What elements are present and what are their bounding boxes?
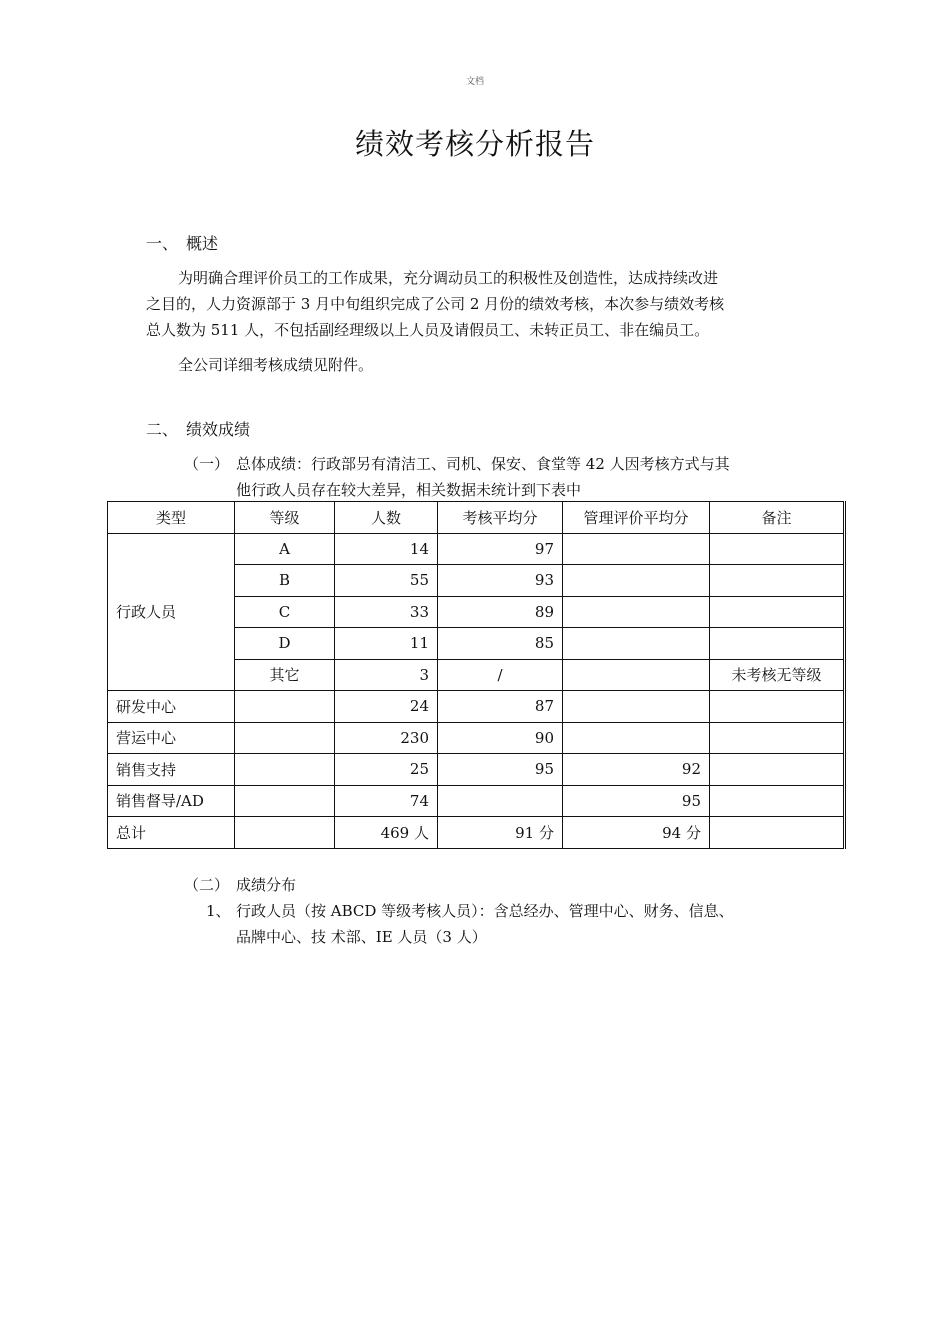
grade-cell [235,754,335,786]
avg-score-cell: 91 分 [438,817,563,849]
subsection-1-line-1: 总体成绩：行政部另有清洁工、司机、保安、食堂等 42 人因考核方式与其 [236,455,730,473]
table-header-row [108,502,845,534]
table-row [108,722,845,754]
count-cell: 469 人 [335,817,438,849]
avg-score-cell: 93 [438,565,563,597]
mgmt-score-cell [563,565,710,597]
note-cell [710,691,845,723]
paragraph-line: 总人数为 511 人，不包括副经理级以上人员及请假员工、未转正员工、非在编员工。 [146,321,710,339]
note-cell [710,533,845,565]
admin-group-cell: 行政人员 [108,533,235,691]
section-2-title: 绩效成绩 [186,420,251,439]
section-1-paragraph [146,265,786,343]
avg-score-cell: 97 [438,533,563,565]
note-cell [710,596,845,628]
note-cell: 未考核无等级 [710,659,845,691]
count-cell: 3 [335,659,438,691]
section-1-paragraph-2 [146,352,786,378]
type-cell: 销售督导/AD [108,785,235,817]
avg-score-cell: 87 [438,691,563,723]
count-cell: 24 [335,691,438,723]
count-cell: 11 [335,628,438,660]
type-cell: 研发中心 [108,691,235,723]
performance-table [107,501,846,849]
table-row [108,533,845,565]
header-label: 文档 [465,77,484,87]
mgmt-score-cell: 95 [563,785,710,817]
avg-score-cell [438,785,563,817]
column-header-note: 备注 [710,502,845,534]
grade-cell: B [235,565,335,597]
table-total-row [108,817,845,849]
note-cell [710,817,845,849]
count-cell: 74 [335,785,438,817]
note-cell [710,628,845,660]
grade-cell: A [235,533,335,565]
column-header-type: 类型 [108,502,235,534]
paragraph-text: 全公司详细考核成绩见附件。 [178,356,374,374]
avg-score-cell: 85 [438,628,563,660]
section-1-number: 一、 [146,234,179,253]
table-row [108,785,845,817]
list-item-1 [206,898,766,950]
list-item-1-line-1: 行政人员（按 ABCD 等级考核人员）：含总经办、管理中心、财务、信息、 [236,902,734,920]
subsection-2-heading [184,872,296,898]
avg-score-cell: 89 [438,596,563,628]
count-cell: 55 [335,565,438,597]
column-header-mgmt-score: 管理评价平均分 [563,502,710,534]
column-header-count: 人数 [335,502,438,534]
mgmt-score-cell: 94 分 [563,817,710,849]
mgmt-score-cell: 92 [563,754,710,786]
column-header-avg-score: 考核平均分 [438,502,563,534]
avg-score-cell: 95 [438,754,563,786]
section-2-number: 二、 [146,420,179,439]
grade-cell: D [235,628,335,660]
grade-cell: C [235,596,335,628]
avg-score-cell: / [438,659,563,691]
mgmt-score-cell [563,691,710,723]
count-cell: 25 [335,754,438,786]
document-title: 绩效考核分析报告 [354,127,595,161]
subsection-1 [184,451,730,503]
grade-cell [235,817,335,849]
note-cell [710,785,845,817]
note-cell [710,565,845,597]
count-cell: 14 [335,533,438,565]
mgmt-score-cell [563,533,710,565]
paragraph-line: 之目的，人力资源部于 3 月中旬组织完成了公司 2 月份的绩效考核，本次参与绩效考核 [146,295,725,313]
grade-cell [235,722,335,754]
list-item-1-line-2: 品牌中心、技 术部、IE 人员（3 人） [236,928,487,946]
avg-score-cell: 90 [438,722,563,754]
subsection-1-line-2: 他行政人员存在较大差异，相关数据未统计到下表中 [236,481,582,499]
mgmt-score-cell [563,722,710,754]
type-cell: 总计 [108,817,235,849]
list-item-1-number: 1、 [206,902,231,920]
count-cell: 33 [335,596,438,628]
column-header-grade: 等级 [235,502,335,534]
mgmt-score-cell [563,596,710,628]
subsection-2-title: 成绩分布 [236,876,297,894]
paragraph-line [146,265,786,291]
type-cell: 营运中心 [108,722,235,754]
mgmt-score-cell [563,659,710,691]
table-row [108,691,845,723]
grade-cell [235,785,335,817]
subsection-1-number: （一） [184,455,230,473]
note-cell [710,722,845,754]
section-1-heading [146,231,218,254]
mgmt-score-cell [563,628,710,660]
type-cell: 销售支持 [108,754,235,786]
subsection-2-number: （二） [184,876,230,894]
grade-cell: 其它 [235,659,335,691]
section-2-heading [146,417,250,440]
section-1-title: 概述 [186,234,219,253]
count-cell: 230 [335,722,438,754]
grade-cell [235,691,335,723]
table-row [108,754,845,786]
note-cell [710,754,845,786]
paragraph-line-text: 为明确合理评价员工的工作成果，充分调动员工的积极性及创造性，达成持续改进 [178,269,719,287]
